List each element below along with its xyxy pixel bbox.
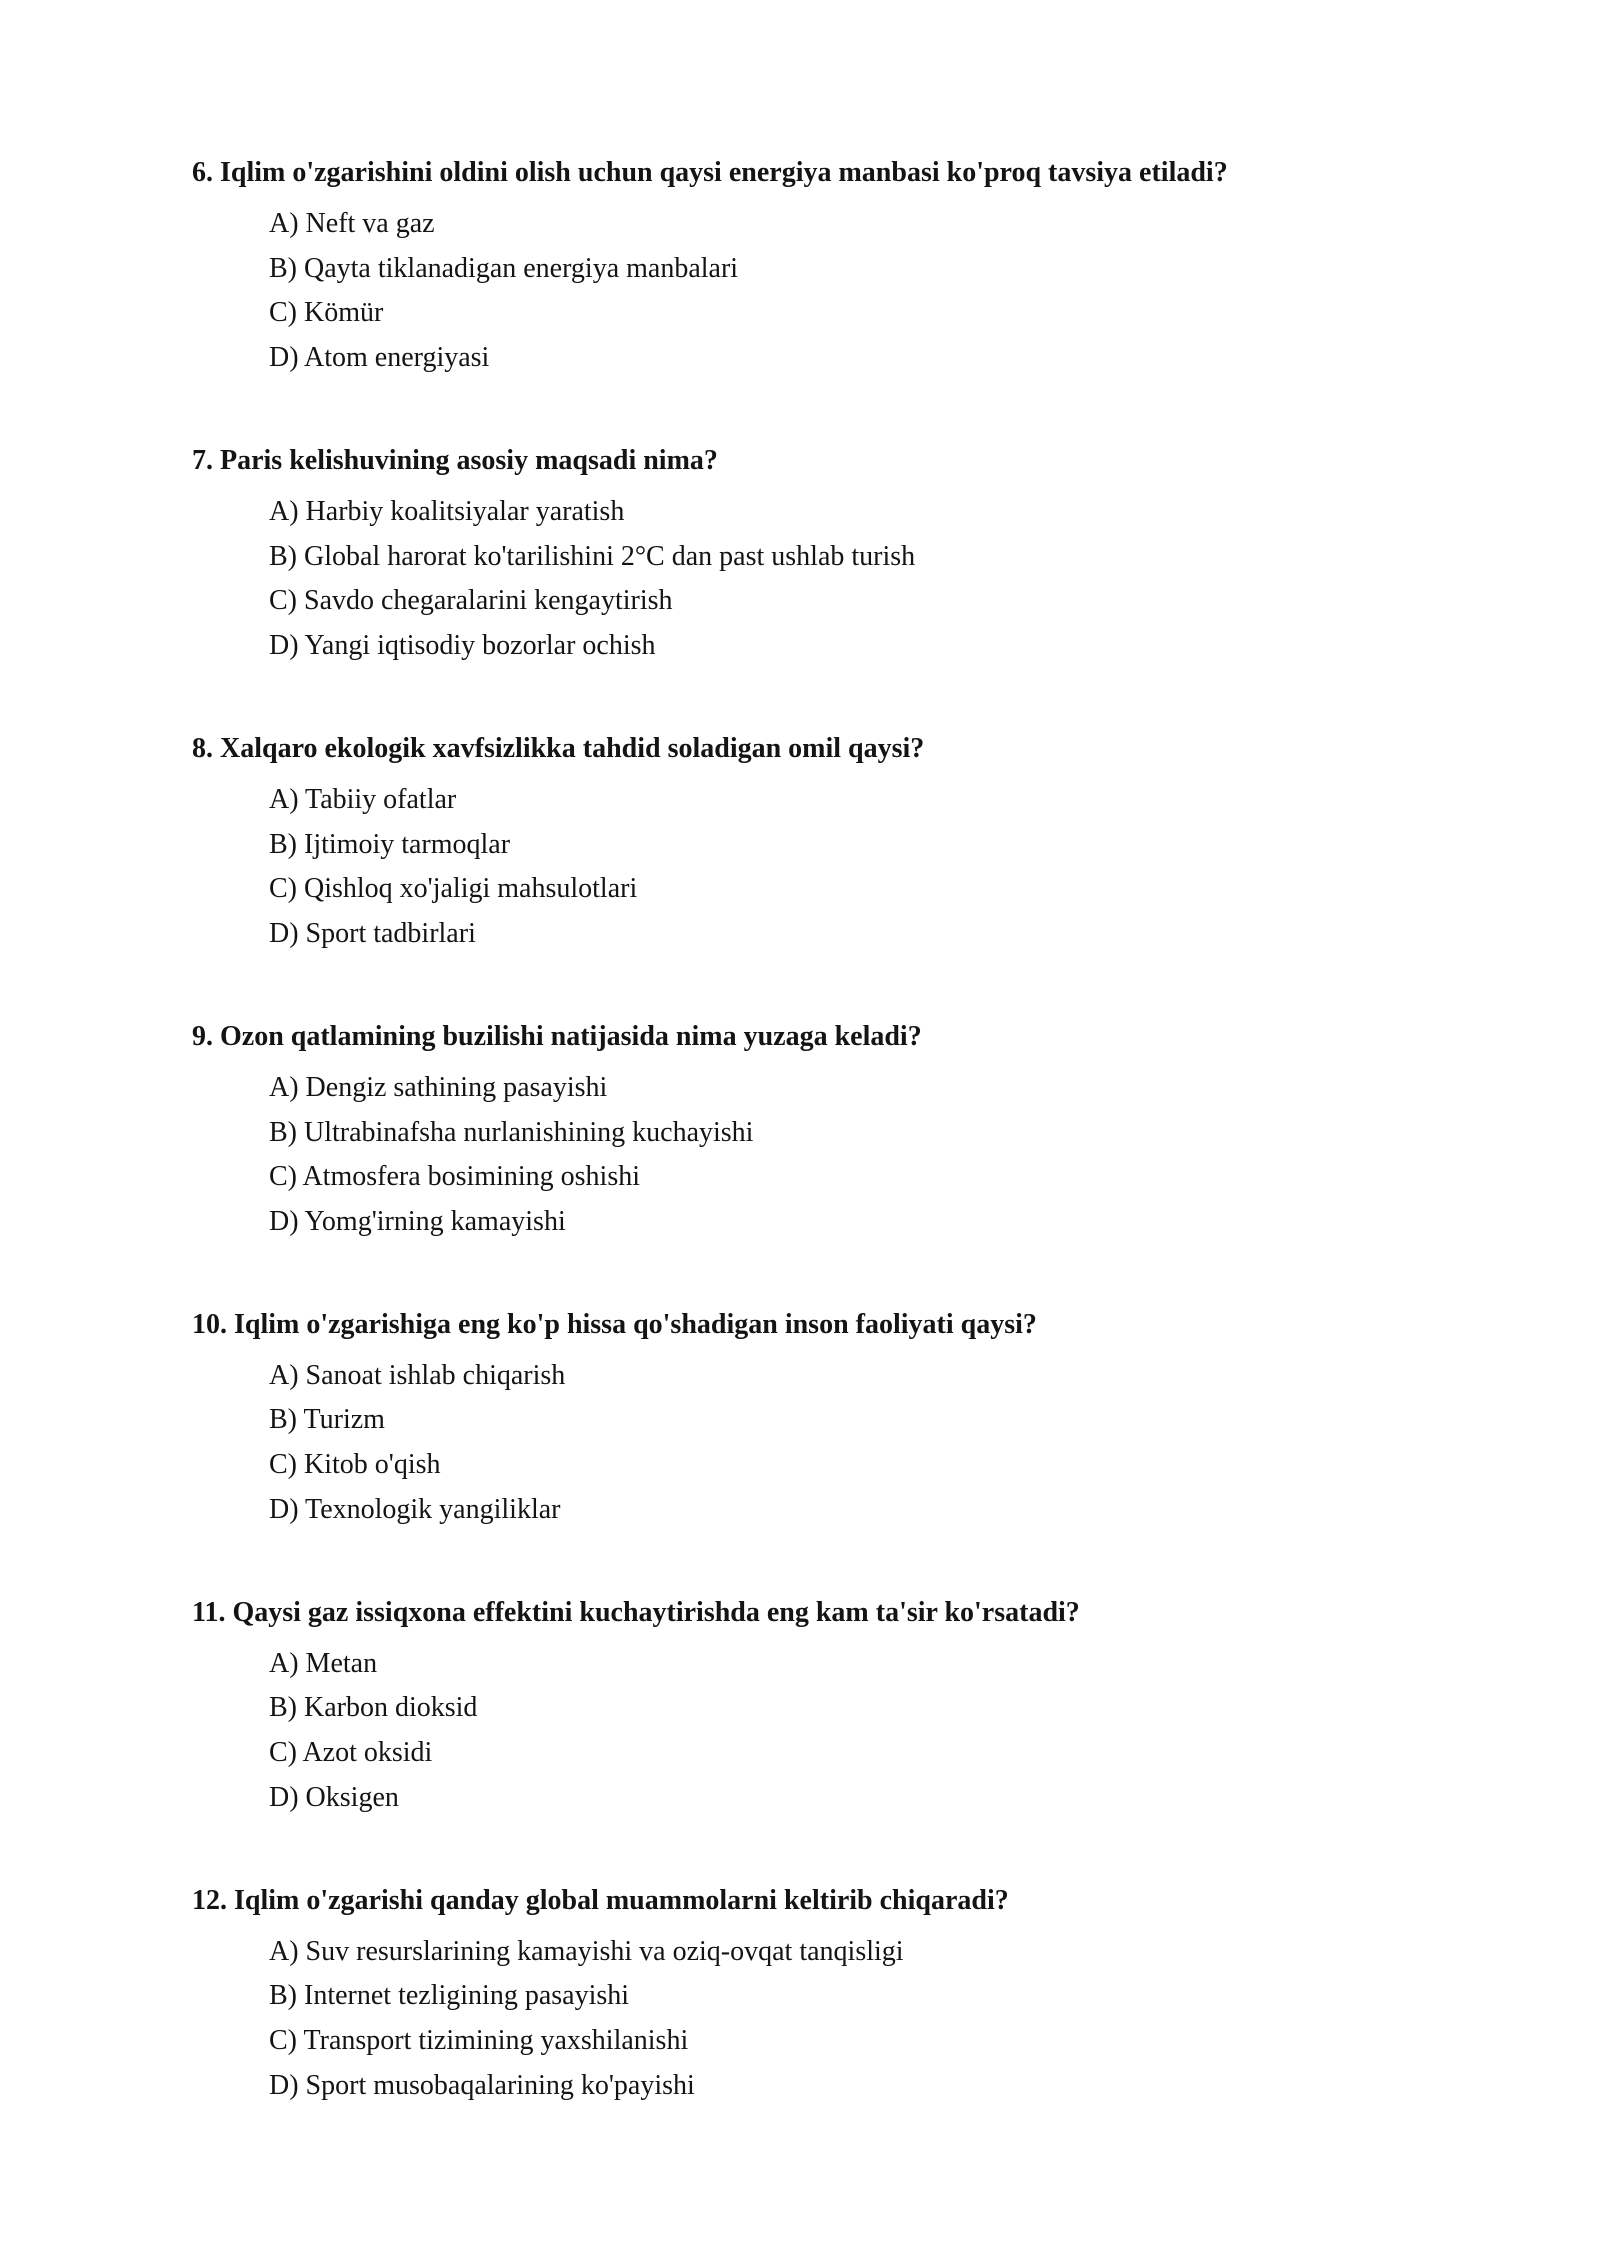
question-8-option-d: D) Sport tadbirlari: [269, 917, 476, 949]
question-8-title: 8. Xalqaro ekologik xavfsizlikka tahdid soladigan omil qaysi?: [192, 732, 925, 764]
question-12-option-b: B) Internet tezligining pasayishi: [269, 1980, 630, 2012]
question-7-option-c: C) Savdo chegaralarini kengaytirish: [269, 585, 673, 617]
question-12: [0, 1879, 1600, 2108]
question-10-title: 10. Iqlim o'zgarishiga eng ko'p hissa qo'shadigan inson faoliyati qaysi?: [192, 1308, 1037, 1340]
question-7-title: 7. Paris kelishuvining asosiy maqsadi nima?: [192, 444, 718, 476]
question-9-options: [269, 1066, 1600, 1244]
question-9-option-b: B) Ultrabinafsha nurlanishining kuchayishi: [269, 1116, 754, 1148]
question-11-title: 11. Qaysi gaz issiqxona effektini kuchaytirishda eng kam ta'sir ko'rsatadi?: [192, 1596, 1080, 1628]
question-7: [0, 439, 1600, 668]
question-8-option-c: C) Qishloq xo'jaligi mahsulotlari: [269, 873, 638, 905]
question-9-option-d: D) Yomg'irning kamayishi: [269, 1205, 566, 1237]
question-12-options: [269, 1930, 1600, 2108]
question-9-title: 9. Ozon qatlamining buzilishi natijasida nima yuzaga keladi?: [192, 1020, 922, 1052]
question-9-option-c: C) Atmosfera bosimining oshishi: [269, 1161, 640, 1193]
question-12-title: 12. Iqlim o'zgarishi qanday global muammolarni keltirib chiqaradi?: [192, 1884, 1009, 1916]
question-11-options: [269, 1642, 1600, 1820]
question-6-option-c: C) Kömür: [269, 297, 384, 329]
question-9-option-a: A) Dengiz sathining pasayishi: [269, 1071, 608, 1103]
question-11-option-d: D) Oksigen: [269, 1781, 399, 1813]
question-8-option-b: B) Ijtimoiy tarmoqlar: [269, 828, 511, 860]
question-6-options: [269, 202, 1600, 380]
question-6: [0, 151, 1600, 380]
question-8: [0, 727, 1600, 956]
question-12-option-a: A) Suv resurslarining kamayishi va oziq-ovqat tanqisligi: [269, 1935, 904, 1967]
question-8-option-a: A) Tabiiy ofatlar: [269, 783, 457, 815]
question-10-options: [269, 1354, 1600, 1532]
question-10-option-b: B) Turizm: [269, 1404, 385, 1436]
question-10: [0, 1303, 1600, 1532]
question-8-options: [269, 778, 1600, 956]
question-10-option-a: A) Sanoat ishlab chiqarish: [269, 1359, 566, 1391]
question-12-option-d: D) Sport musobaqalarining ko'payishi: [269, 2069, 695, 2101]
question-10-option-d: D) Texnologik yangiliklar: [269, 1493, 561, 1525]
question-7-option-d: D) Yangi iqtisodiy bozorlar ochish: [269, 629, 656, 661]
question-6-option-b: B) Qayta tiklanadigan energiya manbalari: [269, 252, 739, 284]
question-7-option-a: A) Harbiy koalitsiyalar yaratish: [269, 495, 625, 527]
question-6-option-a: A) Neft va gaz: [269, 208, 435, 239]
question-7-option-b: B) Global harorat ko'tarilishini 2°C dan past ushlab turish: [269, 540, 916, 572]
question-6-title: 6. Iqlim o'zgarishini oldini olish uchun qaysi energiya manbasi ko'proq tavsiya etiladi?: [192, 157, 1228, 188]
question-12-option-c: C) Transport tizimining yaxshilanishi: [269, 2025, 689, 2056]
question-11-option-c: C) Azot oksidi: [269, 1737, 433, 1769]
question-6-option-d: D) Atom energiyasi: [269, 341, 490, 373]
question-11-option-b: B) Karbon dioksid: [269, 1692, 478, 1724]
question-7-options: [269, 490, 1600, 668]
question-11: [0, 1591, 1600, 1820]
question-9: [0, 1015, 1600, 1244]
question-10-option-c: C) Kitob o'qish: [269, 1449, 441, 1481]
question-11-option-a: A) Metan: [269, 1647, 378, 1679]
